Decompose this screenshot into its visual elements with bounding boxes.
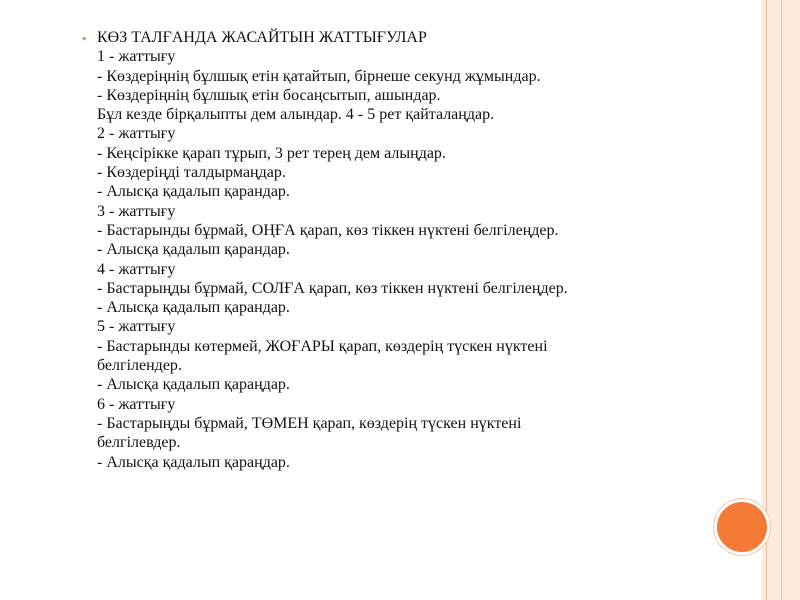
bullet-dot-icon: • (82, 31, 87, 46)
slide-text-block (97, 28, 707, 472)
exercise-step: - Алысқа қадалып қараңдар. (97, 376, 290, 394)
exercise-step: - Алысқа қадалып қарандар. (97, 241, 290, 259)
exercise-heading: 5 - жаттығу (97, 318, 176, 336)
exercise-step: Бұл кезде бірқалыпты дем алындар. 4 - 5 рет қайталаңдар. (97, 106, 495, 124)
exercise-step: - Бастарыңды бұрмай, СОЛҒА қарап, көз тіккен нүктені белгілеңдер. (97, 279, 568, 297)
exercise-step: - Алысқа қадалып қараңдар. (97, 453, 290, 471)
right-decor-rule (781, 0, 782, 600)
exercise-step-continued: белгілевдер. (97, 434, 181, 452)
right-decor-rule (766, 0, 767, 600)
exercise-heading: 4 - жаттығу (97, 260, 176, 278)
exercise-step: - Алысқа қадалып қарандар. (97, 183, 290, 201)
exercise-step: - Алысқа қадалып қарандар. (97, 299, 290, 317)
exercise-step: - Бастарыңды бұрмай, ТӨМЕН қарап, көздерің түскен нүктені (97, 414, 522, 432)
slide-title: КӨЗ ТАЛҒАНДА ЖАСАЙТЫН ЖАТТЫҒУЛАР (97, 29, 427, 46)
exercise-step: - Көздеріңнің бұлшық етін қатайтып, бірнеше секунд жұмындар. (97, 67, 541, 85)
exercise-heading: 1 - жаттығу (97, 48, 176, 66)
exercise-heading: 6 - жаттығу (97, 395, 176, 413)
exercise-heading: 3 - жаттығу (97, 202, 176, 220)
exercise-step: - Көздеріңнің бұлшық етін босаңсытып, ашындар. (97, 86, 441, 104)
exercise-step: - Кеңсірікке қарап тұрып, 3 рет терең дем алыңдар. (97, 144, 446, 162)
exercise-step-continued: белгілендер. (97, 357, 182, 375)
exercise-step: - Бастарынды көтермей, ЖОҒАРЫ қарап, көздерің түскен нүктені (97, 337, 548, 355)
exercise-step: - Көздеріңді талдырмаңдар. (97, 164, 286, 182)
exercise-step: - Бастарынды бұрмай, ОҢҒА қарап, көз тіккен нүктені белгілеңдер. (97, 221, 559, 239)
orange-circle-ornament (714, 499, 770, 555)
exercise-heading: 2 - жаттығу (97, 125, 176, 143)
